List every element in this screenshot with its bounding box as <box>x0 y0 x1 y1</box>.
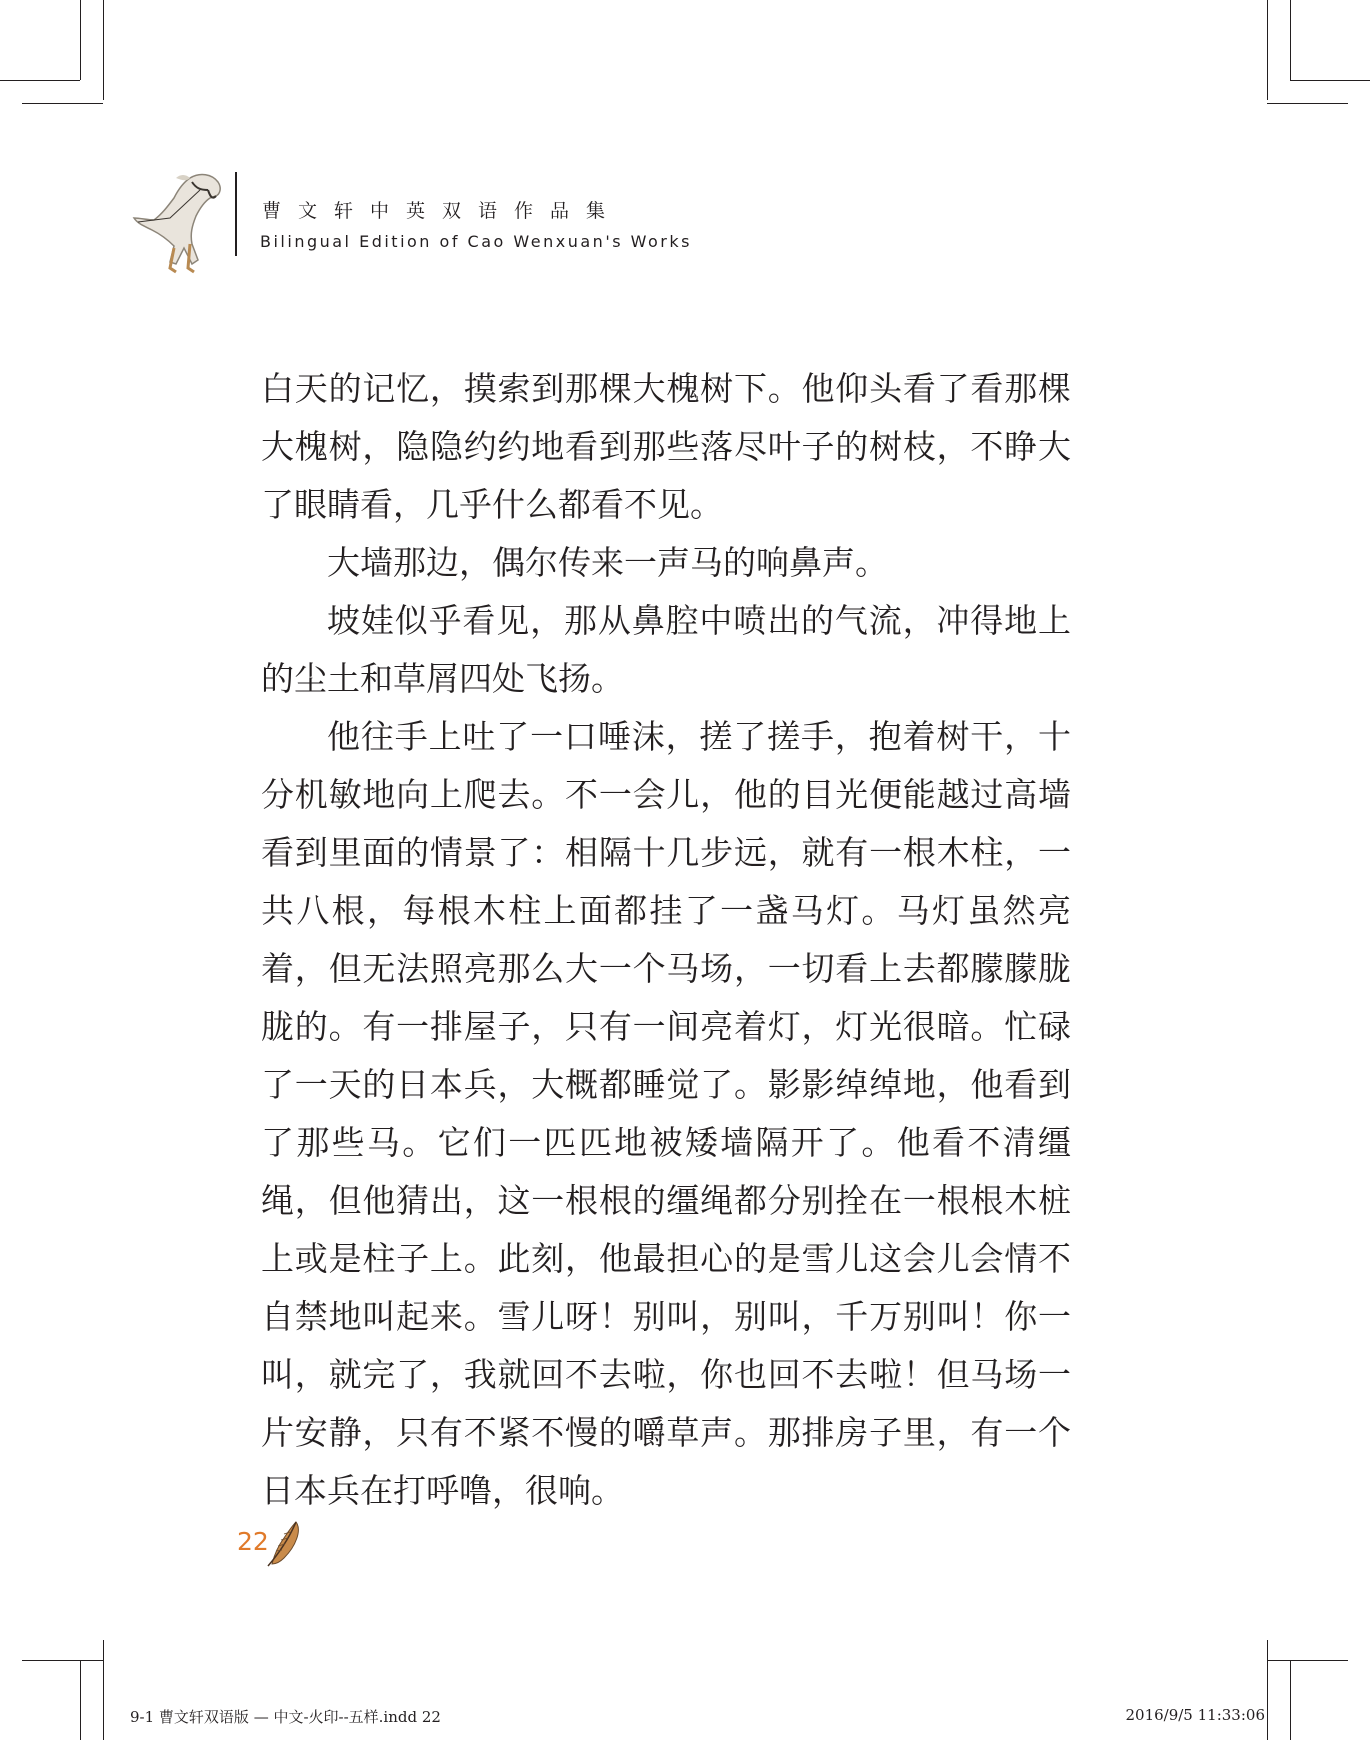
feather-icon <box>266 1520 302 1568</box>
page-number: 22 <box>237 1527 269 1556</box>
paragraph-3: 坡娃似乎看见，那从鼻腔中喷出的气流，冲得地上的尘土和草屑四处飞扬。 <box>261 601 1071 698</box>
print-slug-filename: 9-1 曹文轩双语版 — 中文-火印--五样.indd 22 <box>130 1708 441 1726</box>
horse-icon <box>130 168 234 276</box>
series-title-chinese: 曹文轩中英双语作品集 <box>262 200 623 222</box>
paragraph-4: 他往手上吐了一口唾沫，搓了搓手，抱着树干，十分机敏地向上爬去。不一会儿，他的目光便能越过高墙看到里面的情景了：相隔十几步远，就有一根木柱，一共八根，每根木柱上面都挂了一盏马灯。马灯虽然亮着，但无法照亮那么大一个马场，一切看上去都朦朦胧胧的。有一排屋子，只有一间亮着灯，灯光很暗。忙碌了一天的日本兵，大概都睡觉了。影影绰绰地，他看到了那些马。它们一匹匹地被矮墙隔开了。他看不清缰绳，但他猜出，这一根根的缰绳都分别拴在一根根木桩上或是柱子上。此刻，他最担心的是雪儿这会儿会情不自禁地叫起来。雪儿呀！别叫，别叫，千万别叫！你一叫，就完了，我就回不去啦，你也回不去啦！但马场一片安静，只有不紧不慢的嚼草声。那排房子里，有一个日本兵在打呼噜，很响。 <box>261 717 1071 1510</box>
header-divider <box>235 172 237 256</box>
series-title-english: Bilingual Edition of Cao Wenxuan's Works <box>260 232 692 251</box>
paragraph-1: 白天的记忆，摸索到那棵大槐树下。他仰头看了看那棵大槐树，隐隐约约地看到那些落尽叶子的树枝，不睁大了眼睛看，几乎什么都看不见。 <box>261 369 1071 524</box>
print-slug-timestamp: 2016/9/5 11:33:06 <box>1125 1706 1265 1724</box>
body-text <box>261 360 1071 1520</box>
paragraph-2: 大墙那边，偶尔传来一声马的响鼻声。 <box>327 543 888 582</box>
